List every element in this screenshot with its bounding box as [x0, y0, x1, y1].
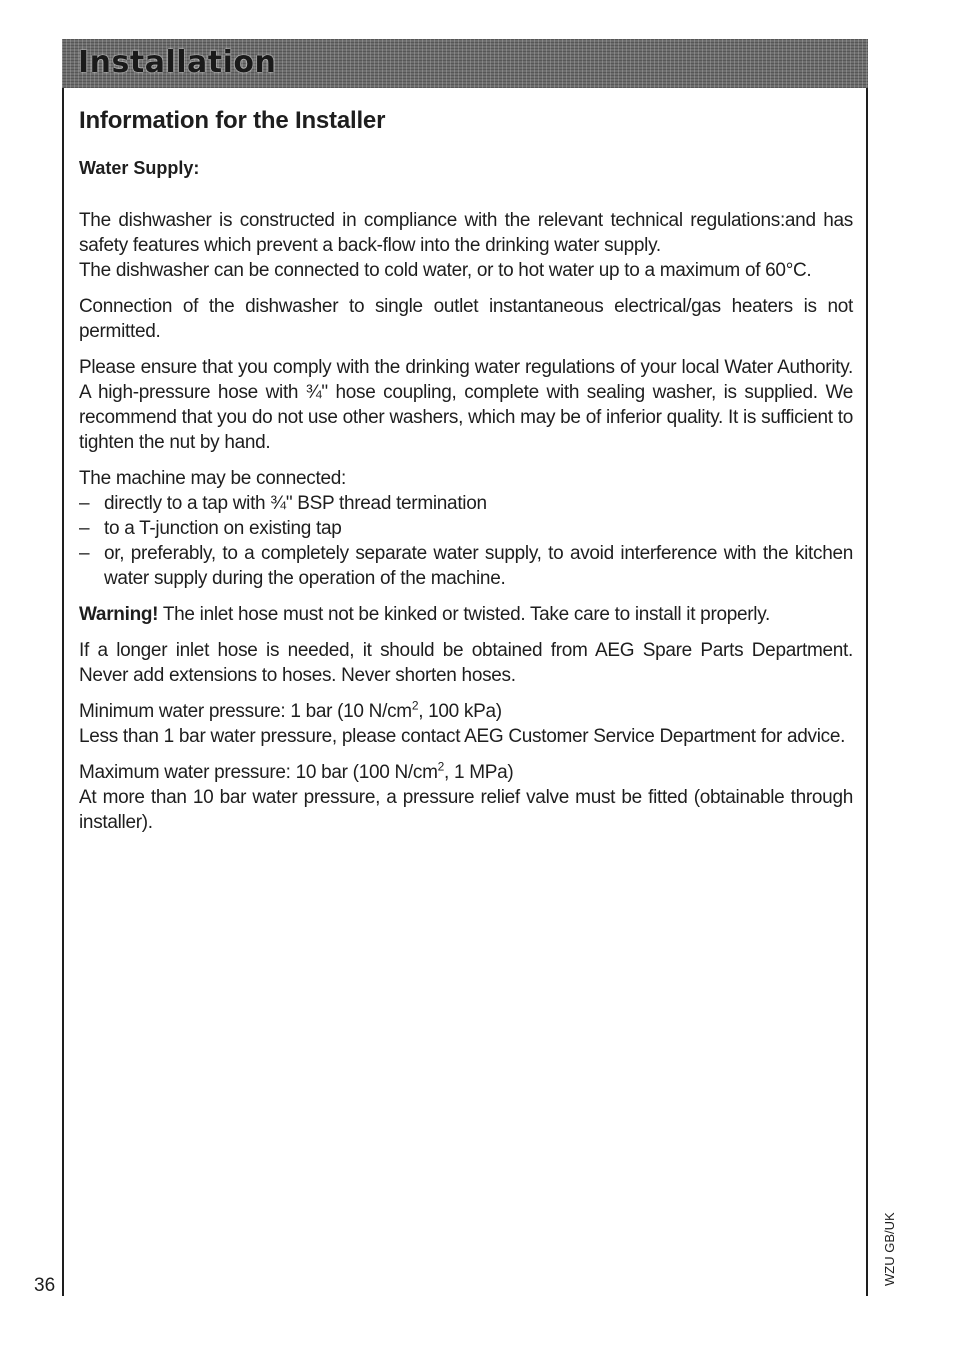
right-margin-rule [866, 88, 868, 1296]
connection-options-list [79, 491, 853, 591]
document-code: WZU GB/UK [882, 1212, 897, 1286]
paragraph-connection-intro: The machine may be connected: [79, 468, 346, 489]
left-margin-rule [62, 88, 64, 1296]
page-heading: Information for the Installer [79, 107, 386, 134]
list-item: – or, preferably, to a completely separate water supply, to avoid interference with the kitchen water supply during the operation of the machine. [79, 541, 853, 591]
paragraph-min-pressure: Minimum water pressure: 1 bar (10 $N/cm^2$, 100 kPa) [79, 698, 502, 722]
section-banner [62, 39, 868, 88]
paragraph-warning [79, 602, 853, 627]
warning-text: The inlet hose must not be kinked or twisted. Take care to install it properly. [162, 604, 770, 625]
list-item: – to a T-junction on existing tap [79, 516, 853, 541]
section-title: Installation [78, 45, 277, 80]
paragraph-min-pressure-note: Less than 1 bar water pressure, please contact AEG Customer Service Department for advice. [79, 726, 846, 747]
paragraph-max-pressure-note: At more than 10 bar water pressure, a pressure relief valve must be fitted (obtainable through installer). [79, 787, 853, 833]
warning-label: Warning! [79, 604, 159, 625]
paragraph-compliance: The dishwasher is constructed in compliance with the relevant technical regulations:and has safety features which prevent a back-flow into the drinking water supply. [79, 210, 853, 256]
paragraph-regulations: Please ensure that you comply with the drinking water regulations of your local Water Authority. A high-pressure hose with ¾" hose coupling, complete with sealing washer, is supplied. We recommend that you do not use other washers, which may be of inferior quality. It is sufficient to tighten the nut by hand. [79, 357, 853, 453]
subheading-water-supply: Water Supply: [79, 158, 200, 178]
paragraph-water-temperature: The dishwasher can be connected to cold water, or to hot water up to a maximum of 60°C. [79, 260, 812, 281]
list-item: – directly to a tap with ¾" BSP thread termination [79, 491, 853, 516]
paragraph-max-pressure: Maximum water pressure: 10 bar (100 $N/cm^2$, 1 MPa) [79, 759, 514, 783]
page-number: 36 [34, 1275, 56, 1296]
paragraph-inlet-hose: If a longer inlet hose is needed, it should be obtained from AEG Spare Parts Department. Never add extensions to hoses. Never shorten hoses. [79, 640, 853, 686]
paragraph-heaters: Connection of the dishwasher to single outlet instantaneous electrical/gas heaters is not permitted. [79, 296, 853, 342]
page-content [79, 106, 853, 835]
